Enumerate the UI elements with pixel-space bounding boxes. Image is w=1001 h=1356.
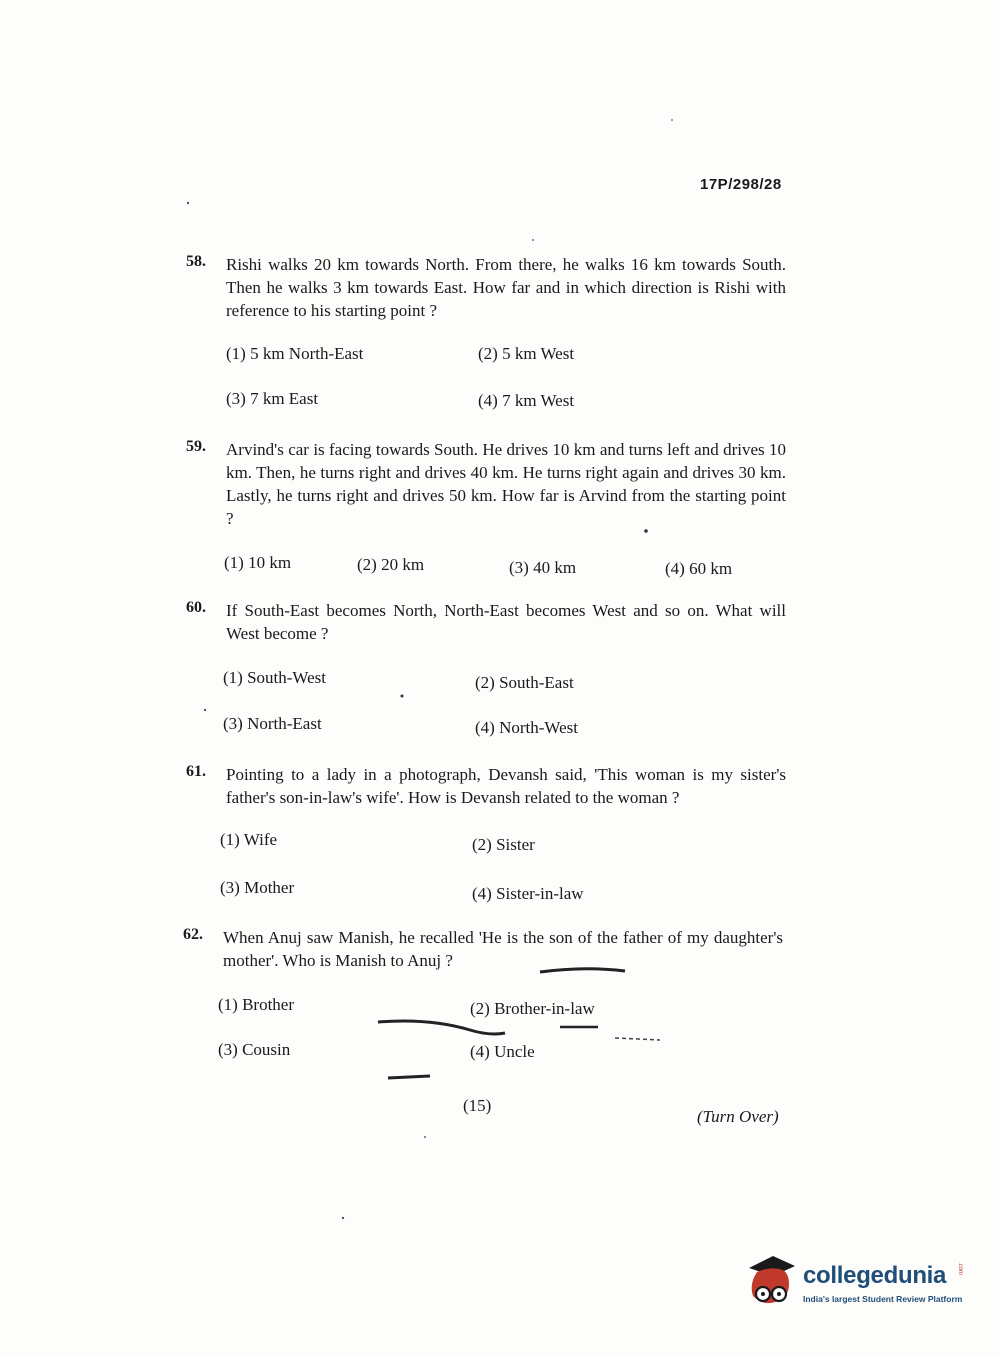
option: (4) 7 km West: [478, 391, 575, 410]
question-number: 59.: [186, 438, 206, 455]
logo-brand: collegedunia: [803, 1262, 947, 1289]
question-number: 62.: [183, 926, 203, 943]
option: (1) South-West: [223, 668, 326, 687]
option: (2) South-East: [475, 673, 574, 692]
option: (2) 20 km: [357, 555, 425, 574]
option: (1) Brother: [218, 995, 295, 1014]
question-text: Arvind's car is facing towards South. He drives 10 km and turns left and drives 10 km. Then, he turns right and drives 40 km. He turns right again and drives 30 km. Lastly, he turns right and drives 50 km. How far is Arvind from the starting point ?: [226, 440, 786, 528]
option: (1) Wife: [220, 830, 278, 849]
option: (4) Uncle: [470, 1042, 535, 1061]
pen-stroke: [378, 1021, 505, 1034]
question-text: When Anuj saw Manish, he recalled 'He is the son of the father of my daughter's mother'. Who is Manish to Anuj ?: [223, 928, 783, 970]
option: (1) 5 km North-East: [226, 344, 364, 363]
question-number: 61.: [186, 763, 206, 780]
option: (4) Sister-in-law: [472, 884, 584, 903]
option: (3) North-East: [223, 714, 322, 733]
question-text: Rishi walks 20 km towards North. From there, he walks 16 km towards South. Then he walks 3 km towards East. How far and in which direction is Rishi with reference to his starting point ?: [226, 255, 786, 320]
question-text: If South-East becomes North, North-East becomes West and so on. What will West become ?: [226, 601, 786, 643]
turn-over-note: (Turn Over): [697, 1107, 779, 1126]
question-58: [186, 253, 786, 322]
option: (2) Sister: [472, 835, 535, 854]
mascot-icon: [743, 1250, 799, 1308]
option: (3) Mother: [220, 878, 295, 897]
option: (2) 5 km West: [478, 344, 575, 363]
option: (1) 10 km: [224, 553, 292, 572]
collegedunia-logo: [743, 1250, 968, 1310]
pen-stroke: [388, 1076, 430, 1078]
option: (3) 7 km East: [226, 389, 319, 408]
option: (2) Brother-in-law: [470, 999, 595, 1018]
question-number: 60.: [186, 599, 206, 616]
logo-tagline: India's largest Student Review Platform: [803, 1294, 963, 1304]
page-number: (15): [463, 1096, 492, 1115]
option: (4) 60 km: [665, 559, 733, 578]
option: (3) Cousin: [218, 1040, 291, 1059]
option: (4) North-West: [475, 718, 578, 737]
pen-stroke: [615, 1038, 660, 1040]
question-text: Pointing to a lady in a photograph, Devansh said, 'This woman is my sister's father's son-in-law's wife'. How is Devansh related to the woman ?: [226, 765, 786, 807]
question-59: [186, 438, 786, 530]
question-60: [186, 599, 786, 645]
question-61: [186, 763, 786, 809]
question-number: 58.: [186, 253, 206, 270]
option: (3) 40 km: [509, 558, 577, 577]
paper-code: 17P/298/28: [700, 176, 782, 193]
question-62: [183, 926, 783, 972]
logo-suffix: .com: [957, 1262, 963, 1276]
